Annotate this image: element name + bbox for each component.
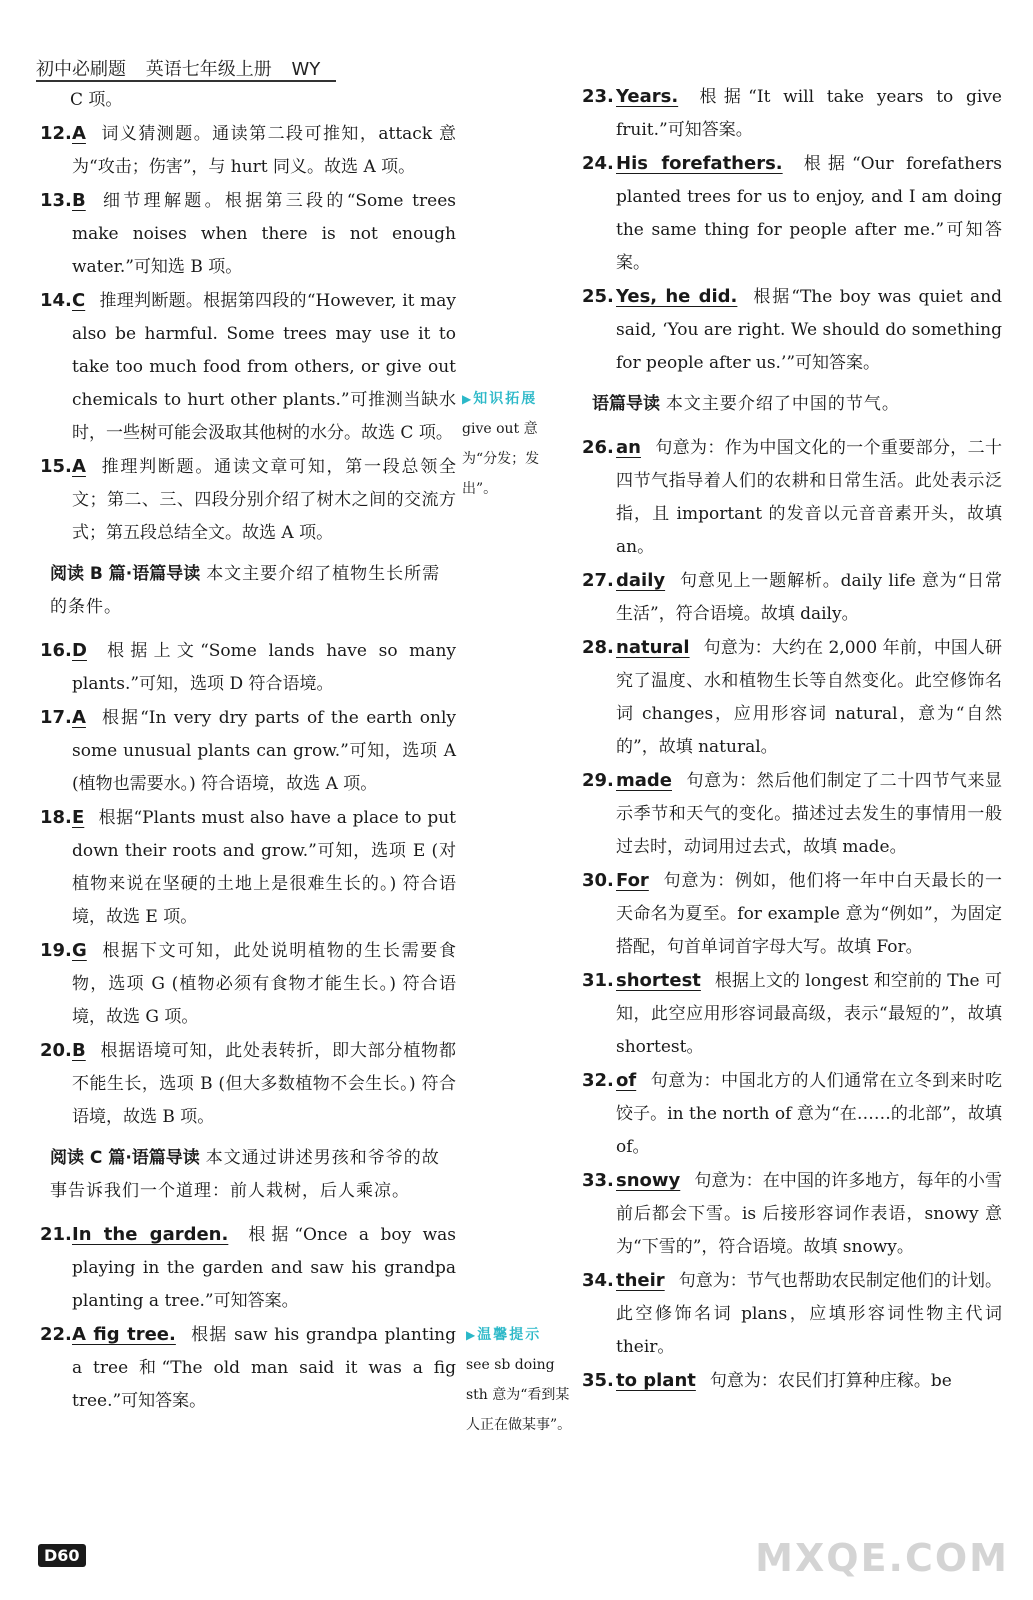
arrow-icon: ▶ <box>466 1328 476 1342</box>
explanation: 句意为：作为中国文化的一个重要部分，二十四节气指导着人们的农耕和日常生活。此处表示泛指，且 important 的发音以元音音素开头，故填 an。 <box>616 438 1002 557</box>
explanation: 推理判断题。通读文章可知，第一段总领全文；第二、三、四段分别介绍了树木之间的交流方式；第五段总结全文。故选 A 项。 <box>72 457 456 543</box>
answer-29 <box>582 764 1002 864</box>
question-number: 33. <box>582 1170 614 1191</box>
answer-key: B <box>72 1040 86 1061</box>
left-column <box>40 84 456 1418</box>
question-number: 19. <box>40 940 72 961</box>
explanation: 句意见上一题解析。daily life 意为“日常生活”，符合语境。故填 daily。 <box>616 571 1002 624</box>
explanation: 根据上文“Some lands have so many plants.”可知，选项 D 符合语境。 <box>72 641 456 694</box>
question-number: 18. <box>40 807 72 828</box>
guide-text: 本文主要介绍了植物生长所需的条件。 <box>50 564 441 617</box>
answer-17 <box>40 701 456 801</box>
edition-name: WY <box>291 59 321 80</box>
answer-key: A <box>72 456 86 477</box>
question-number: 24. <box>582 153 614 174</box>
answer-key: E <box>72 807 85 828</box>
explanation: 根据下文可知，此处说明植物的生长需要食物，选项 G (植物必须有食物才能生长。) 符合语境，故选 G 项。 <box>72 941 456 1027</box>
answer-key: A <box>72 123 86 144</box>
answer-key: daily <box>616 570 666 591</box>
explanation: 根据“Plants must also have a place to put down their roots and grow.”可知，选项 E (对植物来说在坚硬的土地上是很难生长的。) 符合语境，故选 E 项。 <box>72 808 456 927</box>
question-number: 28. <box>582 637 614 658</box>
question-number: 23. <box>582 86 614 107</box>
answer-34 <box>582 1264 1002 1364</box>
answer-key: D <box>72 640 87 661</box>
answer-15 <box>40 450 456 550</box>
question-number: 14. <box>40 290 72 311</box>
explanation: 根据“It will take years to give fruit.”可知答案。 <box>616 87 1002 140</box>
explanation: 根据“The boy was quiet and said, ‘You are right. We should do something for people after us.’”可知答案。 <box>616 287 1002 373</box>
side-note-tip <box>466 1320 576 1440</box>
answer-19 <box>40 934 456 1034</box>
guide-label: 阅读 B 篇·语篇导读 <box>50 564 201 584</box>
side-note-title: 温馨提示 <box>477 1327 542 1343</box>
answer-key: For <box>616 870 649 891</box>
question-number: 21. <box>40 1224 72 1245</box>
answer-24 <box>582 147 1002 280</box>
header-rule <box>36 80 336 82</box>
answer-key: of <box>616 1070 637 1091</box>
question-number: 17. <box>40 707 72 728</box>
question-number: 20. <box>40 1040 72 1061</box>
answer-key: snowy <box>616 1170 681 1191</box>
right-column <box>582 80 1002 1398</box>
side-note-text: give out 意为“分发；发出”。 <box>462 421 540 497</box>
explanation: 根据语境可知，此处表转折，即大部分植物都不能生长，选项 B (但大多数植物不会生长。) 符合语境，故选 B 项。 <box>72 1041 456 1127</box>
explanation: 根据“Once a boy was playing in the garden and saw his grandpa planting a tree.”可知答案。 <box>72 1225 457 1311</box>
explanation: 根据“In very dry parts of the earth only some unusual plants can grow.”可知，选项 A (植物也需要水。) 符合语境，故选 A 项。 <box>72 708 456 794</box>
explanation: 句意为：大约在 2,000 年前，中国人研究了温度、水和植物生长等自然变化。此空修饰名词 changes，应用形容词 natural，意为“自然的”，故填 natural。 <box>616 638 1002 757</box>
question-number: 34. <box>582 1270 614 1291</box>
page-number: D60 <box>38 1544 86 1567</box>
answer-key: natural <box>616 637 690 658</box>
guide-text: 本文主要介绍了中国的节气。 <box>665 394 900 414</box>
guide-label: 阅读 C 篇·语篇导读 <box>50 1148 200 1168</box>
question-number: 31. <box>582 970 614 991</box>
answer-key: In the garden. <box>72 1224 229 1245</box>
answer-key: to plant <box>616 1370 696 1391</box>
answer-14 <box>40 284 456 450</box>
answer-key: Years. <box>616 86 679 107</box>
answer-13 <box>40 184 456 284</box>
answer-22 <box>40 1318 456 1418</box>
side-note-title: 知识拓展 <box>473 391 538 407</box>
answer-key: A fig tree. <box>72 1324 176 1345</box>
explanation: 句意为：农民们打算种庄稼。be <box>709 1371 952 1391</box>
answer-33 <box>582 1164 1002 1264</box>
question-number: 13. <box>40 190 72 211</box>
question-number: 32. <box>582 1070 614 1091</box>
question-number: 16. <box>40 640 72 661</box>
answer-key: C <box>72 290 86 311</box>
side-note-knowledge <box>462 384 572 504</box>
discourse-guide-cloze <box>592 388 1002 421</box>
answer-35 <box>582 1364 1002 1398</box>
answer-key: shortest <box>616 970 701 991</box>
guide-text: 本文通过讲述男孩和爷爷的故事告诉我们一个道理：前人栽树，后人乘凉。 <box>50 1148 440 1201</box>
series-name: 初中必刷题 <box>36 59 126 80</box>
page-header <box>36 55 334 81</box>
question-number: 35. <box>582 1370 614 1391</box>
explanation: 推理判断题。根据第四段的“However, it may also be harmful. Some trees may use it to take too much food from others, or give out chemicals to hurt other plants.”可推测当缺水时，一些树可能会汲取其他树的水分。故选 C 项。 <box>72 291 456 443</box>
question-number: 12. <box>40 123 72 144</box>
question-number: 30. <box>582 870 614 891</box>
watermark: MXQE.COM <box>755 1536 1009 1580</box>
question-number: 15. <box>40 456 72 477</box>
subject-name: 英语七年级上册 <box>145 59 272 80</box>
question-number: 26. <box>582 437 614 458</box>
explanation: 根据上文的 longest 和空前的 The 可知，此空应用形容词最高级，表示“最短的”，故填 shortest。 <box>616 971 1002 1057</box>
answer-key: made <box>616 770 672 791</box>
explanation: 句意为：中国北方的人们通常在立冬到来时吃饺子。in the north of 意为“在……的北部”，故填 of。 <box>616 1071 1002 1157</box>
answer-27 <box>582 564 1002 631</box>
answer-20 <box>40 1034 456 1134</box>
answer-key: G <box>72 940 87 961</box>
explanation: 词义猜测题。通读第二段可推知，attack 意为“攻击；伤害”，与 hurt 同义。故选 A 项。 <box>72 124 456 177</box>
answer-28 <box>582 631 1002 764</box>
continued-text: C 项。 <box>70 90 123 110</box>
explanation: 句意为：节气也帮助农民制定他们的计划。此空修饰名词 plans，应填形容词性物主代词 their。 <box>616 1271 1002 1357</box>
explanation: 根据“Our forefathers planted trees for us to enjoy, and I am doing the same thing for people after me.”可知答案。 <box>616 154 1002 273</box>
explanation: 句意为：在中国的许多地方，每年的小雪前后都会下雪。is 后接形容词作表语，snowy 意为“下雪的”，符合语境。故填 snowy。 <box>616 1171 1002 1257</box>
answer-12 <box>40 117 456 184</box>
answer-key: A <box>72 707 86 728</box>
answer-32 <box>582 1064 1002 1164</box>
arrow-icon: ▶ <box>462 392 472 406</box>
answer-18 <box>40 801 456 934</box>
answer-key: Yes, he did. <box>616 286 738 307</box>
answer-key: His forefathers. <box>616 153 783 174</box>
discourse-guide-b <box>50 558 456 624</box>
question-number: 22. <box>40 1324 72 1345</box>
answer-26 <box>582 431 1002 564</box>
answer-25 <box>582 280 1002 380</box>
discourse-guide-c <box>50 1142 456 1208</box>
question-number: 27. <box>582 570 614 591</box>
explanation: 句意为：例如，他们将一年中白天最长的一天命名为夏至。for example 意为“例如”，为固定搭配，句首单词首字母大写。故填 For。 <box>616 871 1002 957</box>
answer-key: an <box>616 437 641 458</box>
guide-label: 语篇导读 <box>592 394 660 414</box>
question-number: 25. <box>582 286 614 307</box>
answer-16 <box>40 634 456 701</box>
answer-21 <box>40 1218 456 1318</box>
answer-key: B <box>72 190 86 211</box>
side-note-text: see sb doing sth 意为“看到某人正在做某事”。 <box>466 1357 572 1433</box>
answer-key: their <box>616 1270 665 1291</box>
explanation: 细节理解题。根据第三段的“Some trees make noises when there is not enough water.”可知选 B 项。 <box>72 191 456 277</box>
answer-30 <box>582 864 1002 964</box>
explanation: 句意为：然后他们制定了二十四节气来显示季节和天气的变化。描述过去发生的事情用一般过去时，动词用过去式，故填 made。 <box>616 771 1002 857</box>
answer-23 <box>582 80 1002 147</box>
question-number: 29. <box>582 770 614 791</box>
explanation: 根据 saw his grandpa planting a tree 和“The old man said it was a fig tree.”可知答案。 <box>72 1325 456 1411</box>
answer-31 <box>582 964 1002 1064</box>
